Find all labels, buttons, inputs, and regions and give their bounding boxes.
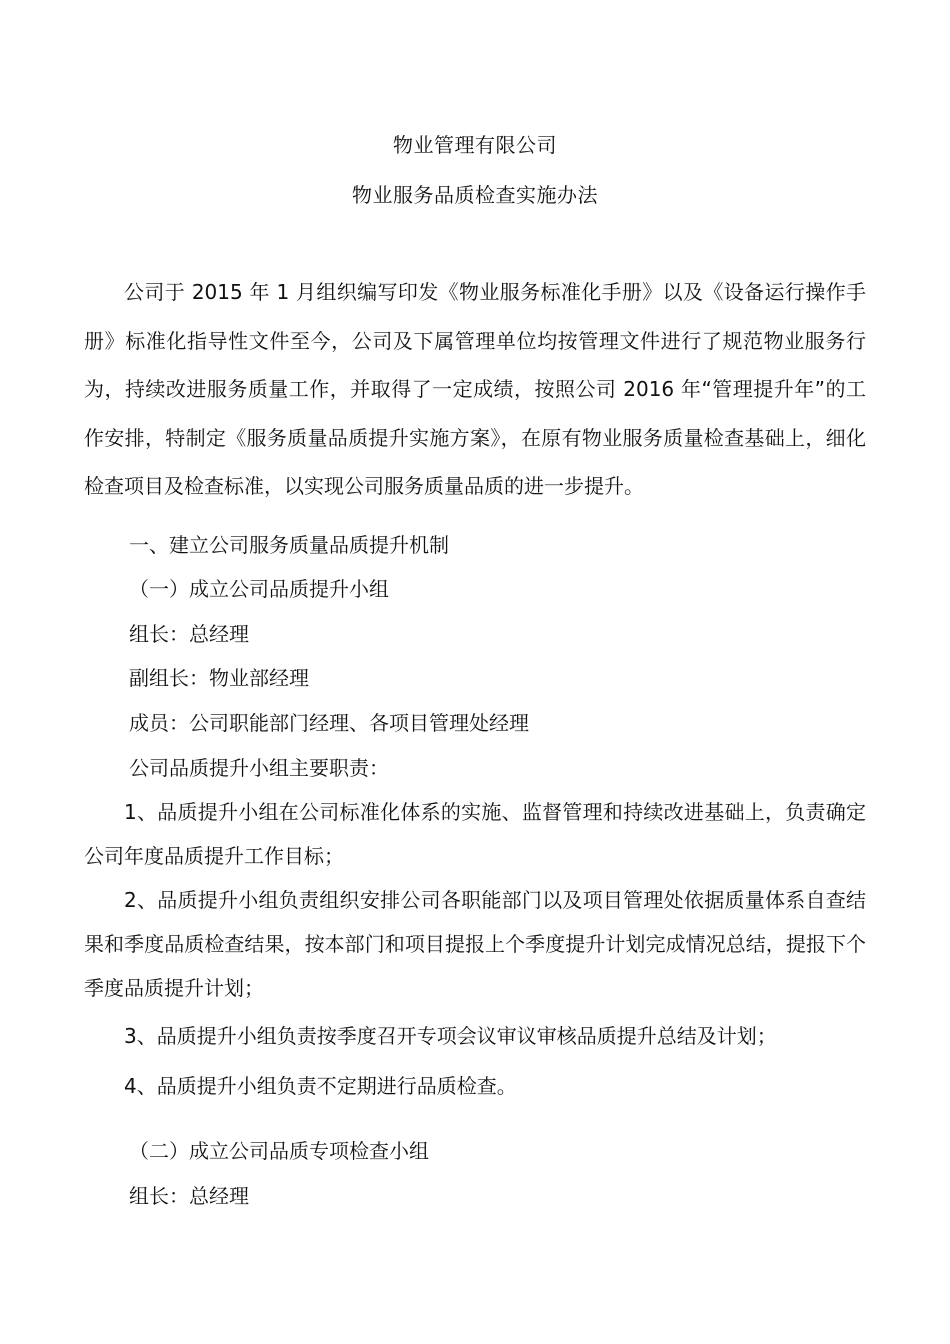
section-heading: 一、建立公司服务质量品质提升机制 xyxy=(129,533,449,557)
group-deputy: 副组长：物业部经理 xyxy=(129,666,309,690)
company-name: 物业管理有限公司 xyxy=(393,133,557,157)
duty-item: 2、品质提升小组负责组织安排公司各职能部门以及项目管理处依据质量体系自查结果和季度品质检查结果，按本部门和项目提报上个季度提升计划完成情况总结，提报下个季度品质提升计划； xyxy=(84,888,866,1000)
duty-item: 1、品质提升小组在公司标准化体系的实施、监督管理和持续改进基础上，负责确定公司年度品质提升工作目标； xyxy=(84,800,866,868)
duties-title: 公司品质提升小组主要职责： xyxy=(129,756,389,780)
subsection-heading: （一）成立公司品质提升小组 xyxy=(129,577,389,601)
group-leader: 组长：总经理 xyxy=(129,622,249,646)
group-members: 成员：公司职能部门经理、各项目管理处经理 xyxy=(129,711,529,735)
duty-item: 3、品质提升小组负责按季度召开专项会议审议审核品质提升总结及计划； xyxy=(124,1024,777,1048)
document-title: 物业服务品质检查实施办法 xyxy=(352,183,598,207)
duty-item: 4、品质提升小组负责不定期进行品质检查。 xyxy=(124,1074,517,1098)
subsection-heading: （二）成立公司品质专项检查小组 xyxy=(129,1139,429,1163)
intro-paragraph: 公司于 2015 年 1 月组织编写印发《物业服务标准化手册》以及《设备运行操作手册》标准化指导性文件至今，公司及下属管理单位均按管理文件进行了规范物业服务行为，持续改进服务质量工作，并取得了一定成绩，按照公司 2016 年“管理提升年”的工作安排，特制定《服务质量品质提升实施方案》，在原有物业服务质量检查基础上，细化检查项目及检查标准，以实现公司服务质量品质的进一步提升。 xyxy=(84,280,866,498)
group-leader: 组长：总经理 xyxy=(129,1184,249,1208)
